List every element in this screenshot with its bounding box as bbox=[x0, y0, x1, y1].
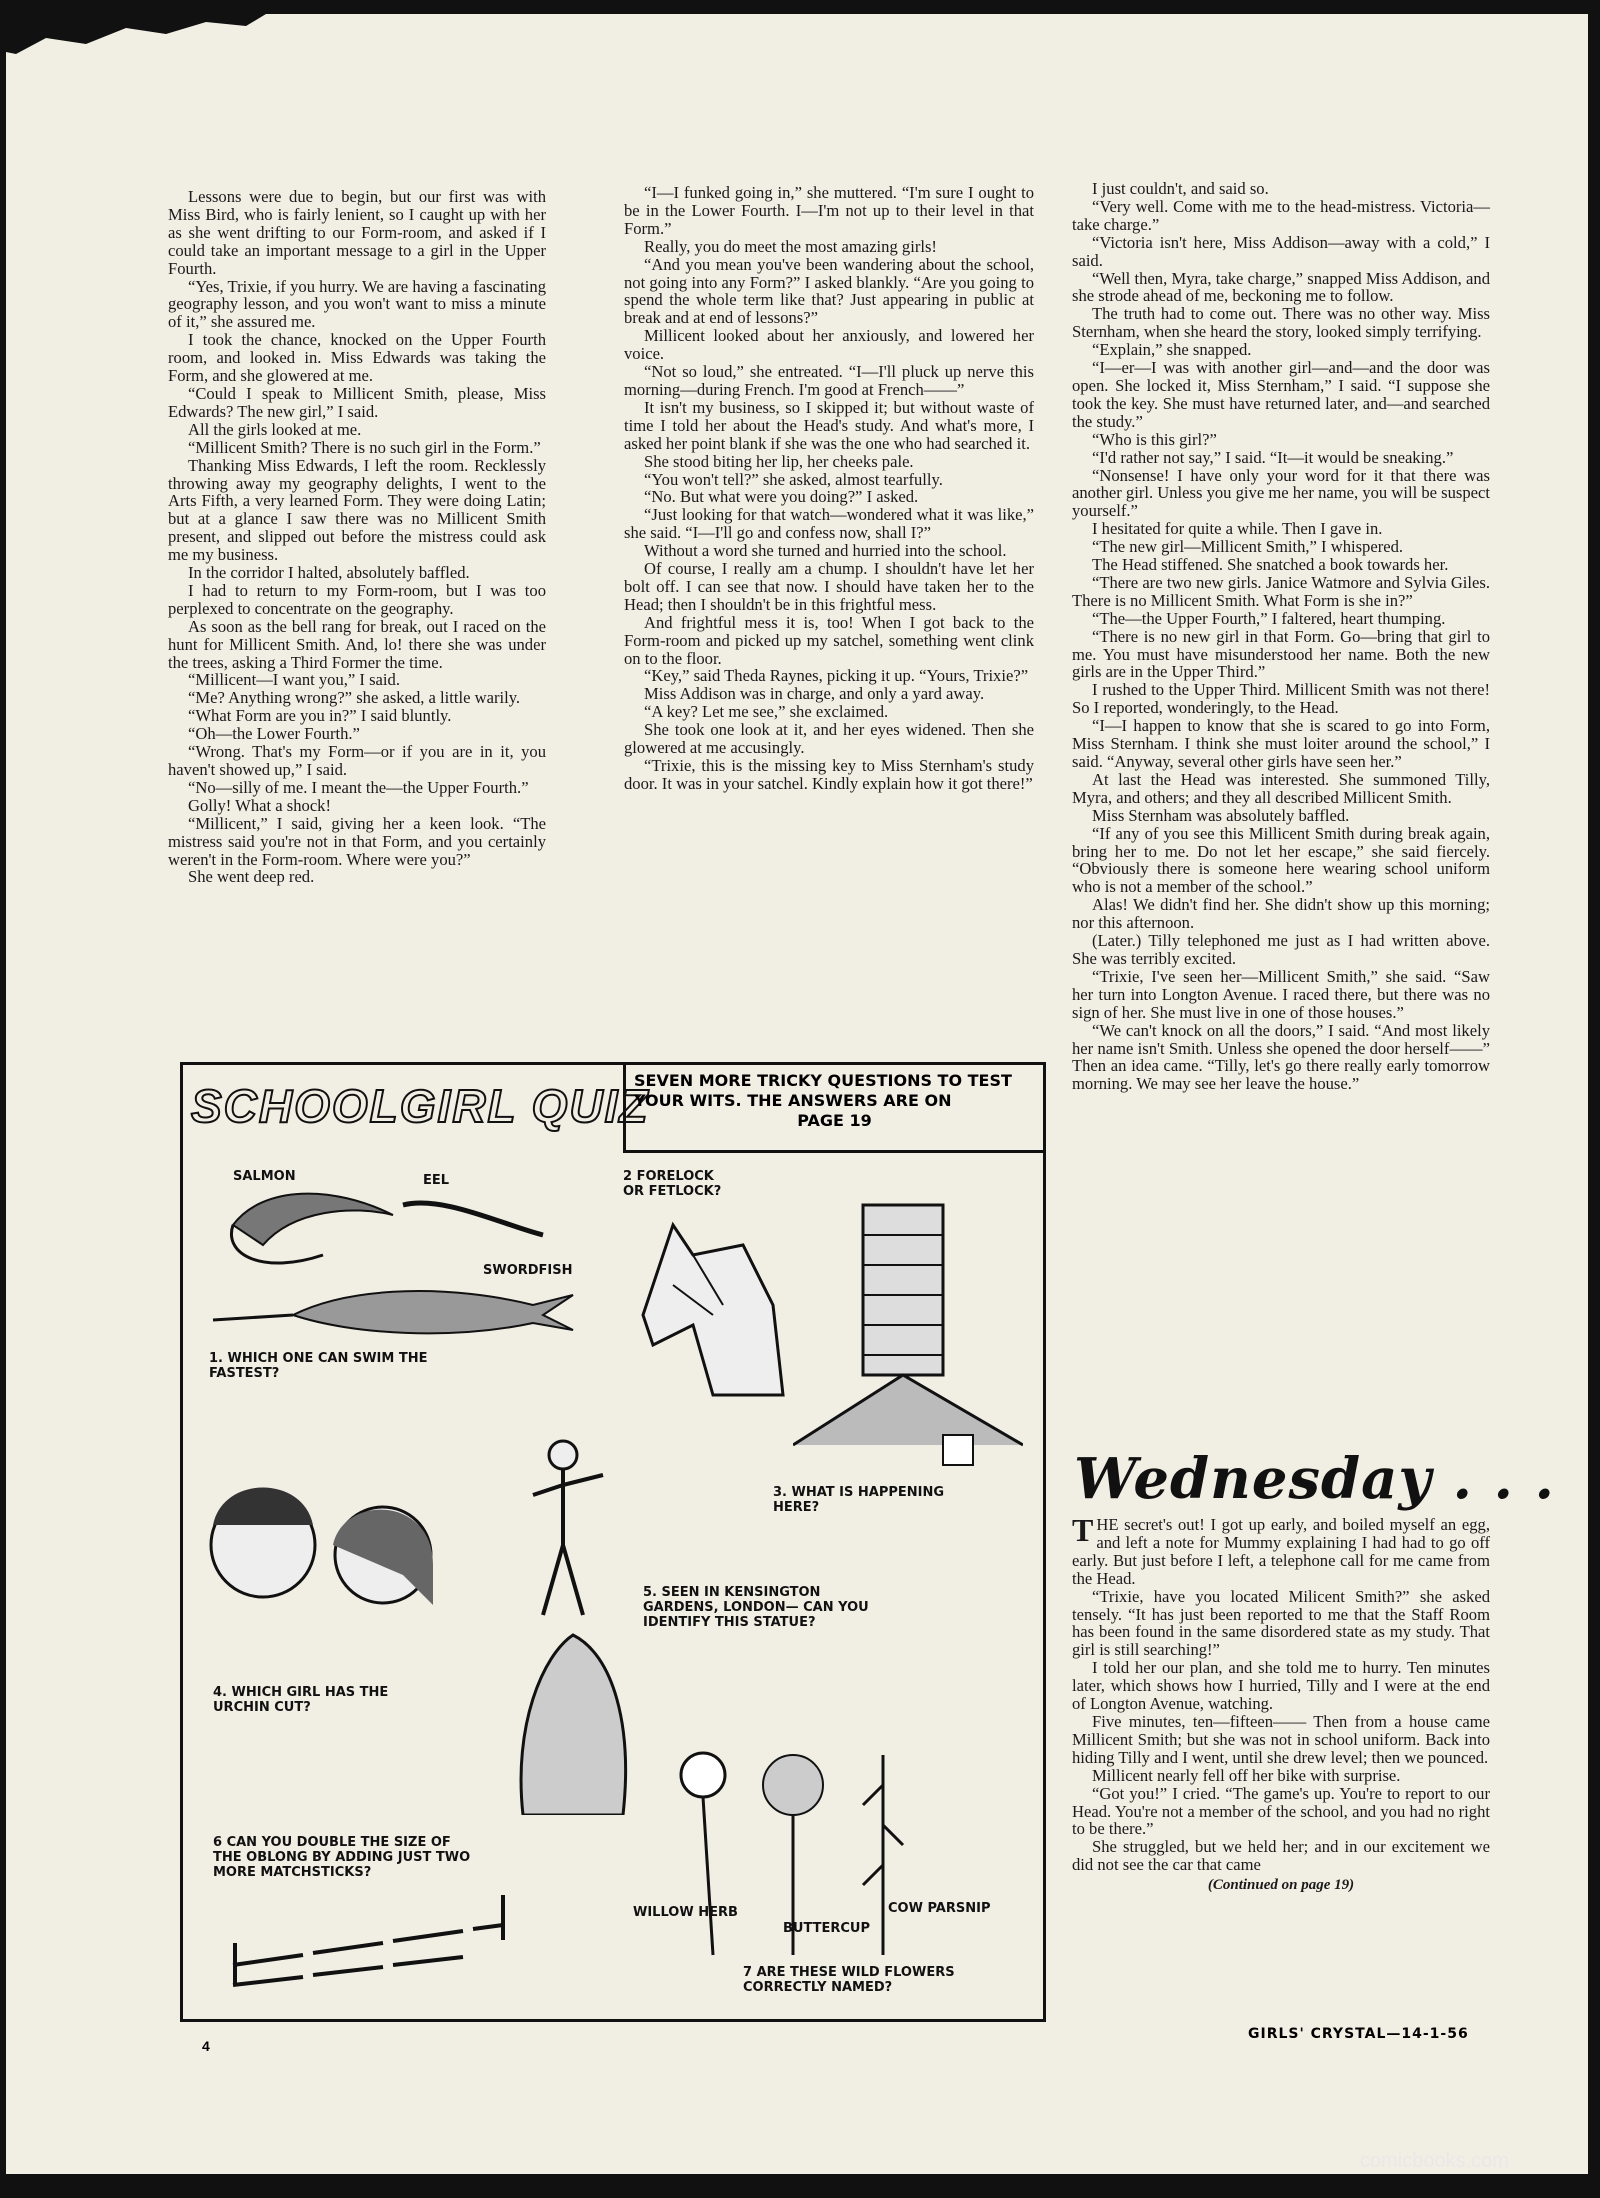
story-paragraph: She stood biting her lip, her cheeks pale. bbox=[644, 451, 914, 471]
label-buttercup: BUTTERCUP bbox=[783, 1921, 871, 1936]
story-paragraph: “There is no new girl in that Form. Go—bring that girl to me. You must have misunderstood her name. Both the new girls are in the Upper Third.” bbox=[1072, 626, 1490, 682]
quiz-question-1: 1. WHICH ONE CAN SWIM THE FASTEST? bbox=[209, 1351, 428, 1381]
story-paragraph: “Just looking for that watch—wondered what it was like,” she said. “I—I'll go and confess now, shall I?” bbox=[624, 505, 1034, 543]
story-paragraph: Miss Addison was in charge, and only a yard away. bbox=[644, 684, 985, 704]
wednesday-paragraphs bbox=[1072, 1512, 1490, 1875]
story-paragraph: “You won't tell?” she asked, almost tearfully. bbox=[644, 469, 943, 489]
story-paragraph: “Trixie, this is the missing key to Miss Sternham's study door. It was in your satchel. Kindly explain how it got there!” bbox=[624, 756, 1034, 793]
story-paragraph: As soon as the bell rang for break, out I raced on the hunt for Millicent Smith. And, lo! there she was under the trees, asking a Third Former the time. bbox=[168, 616, 546, 672]
story-paragraph: I hesitated for quite a while. Then I gave in. bbox=[1092, 519, 1383, 539]
story-paragraph: “Trixie, I've seen her—Millicent Smith,” she said. “Saw her turn into Longton Avenue. I raced there, but there was no sign of her. She must live in one of those houses.” bbox=[1072, 966, 1490, 1022]
story-paragraph: “Who is this girl?” bbox=[1092, 429, 1217, 449]
story-paragraph: “I'd rather not say,” I said. “It—it would be sneaking.” bbox=[1092, 447, 1454, 467]
drop-cap: T bbox=[1072, 1512, 1094, 1548]
story-paragraph: “We can't knock on all the doors,” I said. “And most likely her name isn't Smith. Unless she opened the door herself——” Then an idea came. “Tilly, let's go there really early tomorrow morning. We may see her leave the house.” bbox=[1072, 1020, 1490, 1094]
story-paragraph: “Oh—the Lower Fourth.” bbox=[188, 724, 360, 744]
story-paragraph: (Later.) Tilly telephoned me just as I had written above. She was terribly excited. bbox=[1072, 931, 1490, 968]
story-paragraph: “Not so loud,” she entreated. “I—I'll pluck up nerve this morning—during French. I'm good at French——” bbox=[624, 362, 1034, 399]
story-paragraph: “I—I happen to know that she is scared to go into Form, Miss Sternham. I think she must loiter around the school,” I said. “Anyway, several other girls have seen her.” bbox=[1072, 716, 1490, 771]
story-paragraph: “What Form are you in?” I said bluntly. bbox=[188, 706, 452, 726]
quiz-question-2: 2 FORELOCK OR FETLOCK? bbox=[623, 1169, 722, 1199]
label-salmon: SALMON bbox=[233, 1169, 296, 1184]
quiz-header-line1: SEVEN MORE TRICKY QUESTIONS TO TEST YOUR WITS. THE ANSWERS ARE ON bbox=[634, 1071, 1012, 1110]
story-paragraph: “No. But what were you doing?” I asked. bbox=[644, 487, 919, 507]
story-paragraph: “Millicent—I want you,” I said. bbox=[188, 670, 400, 690]
story-paragraph: It isn't my business, so I skipped it; but without waste of time I told her about the Head's study. And what's more, I asked her point blank if she was the one who had searched it. bbox=[624, 397, 1034, 453]
story-paragraph: “Nonsense! I have only your word for it that there was another girl. Unless you give me her name, you will be suspect yourself.” bbox=[1072, 465, 1490, 521]
quiz-question-7: 7 ARE THESE WILD FLOWERS CORRECTLY NAMED? bbox=[743, 1965, 955, 1995]
story-paragraph: Millicent looked about her anxiously, and lowered her voice. bbox=[624, 326, 1034, 364]
page-number: 4 bbox=[202, 2038, 210, 2054]
story-paragraph: At last the Head was interested. She summoned Tilly, Myra, and others; and they all described Millicent Smith. bbox=[1072, 769, 1490, 807]
story-paragraph: She struggled, but we held her; and in our excitement we did not see the car that came bbox=[1072, 1837, 1490, 1875]
watermark: comicbooks.com bbox=[1360, 2150, 1509, 2172]
story-paragraph: “A key? Let me see,” she exclaimed. bbox=[644, 702, 889, 722]
story-paragraph: “Got you!” I cried. “The game's up. You're to report to our Head. You're not a member of the school, and you had no right to be there.” bbox=[1072, 1783, 1490, 1839]
story-paragraph: “I—er—I was with another girl—and—and the door was open. She locked it, Miss Sternham,” I said. “I suppose she took the key. She must have returned later, and—and searched the study.” bbox=[1072, 358, 1490, 431]
story-paragraph: “Millicent Smith? There is no such girl in the Form.” bbox=[188, 437, 541, 457]
story-paragraph: The Head stiffened. She snatched a book towards her. bbox=[1092, 555, 1449, 575]
quiz-question-5: 5. SEEN IN KENSINGTON GARDENS, LONDON— CAN YOU IDENTIFY THIS STATUE? bbox=[643, 1585, 869, 1630]
magazine-issue: GIRLS' CRYSTAL—14-1-56 bbox=[1248, 2026, 1469, 2042]
story-paragraph: She took one look at it, and her eyes widened. Then she glowered at me accusingly. bbox=[624, 720, 1034, 758]
label-willow-herb: WILLOW HERB bbox=[633, 1905, 738, 1920]
story-paragraph: Alas! We didn't find her. She didn't show up this morning; nor this afternoon. bbox=[1072, 895, 1490, 933]
story-paragraph: Without a word she turned and hurried into the school. bbox=[644, 541, 1007, 561]
story-column-3 bbox=[1072, 180, 1490, 1093]
two-girls-illustration bbox=[193, 1455, 443, 1655]
story-paragraph: “If any of you see this Millicent Smith during break again, bring her to me. Do not let her escape,” she said fiercely. “Obviously there is someone here wearing school uniform who is not a member of the school.” bbox=[1072, 823, 1490, 897]
story-paragraph: And frightful mess it is, too! When I got back to the Form-room and picked up my satchel, something went clink on to the floor. bbox=[624, 612, 1034, 668]
story-paragraph: I just couldn't, and said so. bbox=[1092, 179, 1269, 198]
story-paragraph: Really, you do meet the most amazing girls! bbox=[644, 236, 937, 256]
story-paragraph: I had to return to my Form-room, but I was too perplexed to concentrate on the geography. bbox=[168, 580, 546, 618]
story-paragraph: She went deep red. bbox=[188, 867, 315, 887]
story-paragraph: Millicent nearly fell off her bike with surprise. bbox=[1092, 1765, 1401, 1785]
story-paragraph: “Me? Anything wrong?” she asked, a little warily. bbox=[188, 688, 521, 708]
story-paragraph: Golly! What a shock! bbox=[188, 795, 332, 815]
torn-corner bbox=[6, 14, 266, 74]
quiz-title: SCHOOLGIRL QUIZ bbox=[191, 1080, 650, 1132]
story-paragraph: Five minutes, ten—fifteen—— Then from a house came Millicent Smith; but she was not in school uniform. Back into hiding Tilly and I went, until she drew level; then we pounced. bbox=[1072, 1711, 1490, 1767]
statue-illustration bbox=[503, 1425, 643, 1815]
story-paragraph: “Key,” said Theda Raynes, picking it up. “Yours, Trixie?” bbox=[644, 666, 1029, 686]
matchstick-oblong bbox=[223, 1885, 513, 1995]
story-paragraph: Of course, I really am a chump. I shouldn't have let her bolt off. I can see that now. I should have taken her to the Head; then I shouldn't be in this frightful mess. bbox=[624, 559, 1034, 614]
label-swordfish: SWORDFISH bbox=[483, 1263, 573, 1278]
quiz-header-line2: PAGE 19 bbox=[797, 1111, 872, 1130]
story-paragraph: Thanking Miss Edwards, I left the room. Recklessly throwing away my geography delights, I went to the Arts Fifth, a very learned Form. They were doing Latin; but at a glance I saw there was no Millicent Smith present, and slipped out before the mistress could ask me my business. bbox=[168, 455, 546, 565]
horse-head-illustration bbox=[633, 1215, 793, 1405]
story-paragraph: The truth had to come out. There was no other way. Miss Sternham, when she heard the story, looked simply terrifying. bbox=[1072, 304, 1490, 342]
story-paragraph: “Trixie, have you located Milicent Smith?” she asked tensely. “It has just been reported to me that the Staff Room has been found in the same disordered state as my study. That girl is still searching!” bbox=[1072, 1586, 1490, 1660]
story-paragraph: “Explain,” she snapped. bbox=[1092, 340, 1252, 360]
story-paragraph: “And you mean you've been wandering about the school, not going into any Form?” I asked blankly. “Are you going to spend the whole term like that? Just appearing in public at break and at end of lessons?” bbox=[624, 254, 1034, 328]
quiz-question-6: 6 CAN YOU DOUBLE THE SIZE OF THE OBLONG BY ADDING JUST TWO MORE MATCHSTICKS? bbox=[213, 1835, 471, 1880]
story-paragraph: “I—I funked going in,” she muttered. “I'm sure I ought to be in the Lower Fourth. I—I'm not up to their level in that Form.” bbox=[624, 183, 1034, 238]
chimney-illustration bbox=[793, 1165, 1023, 1475]
story-paragraph: I told her our plan, and she told me to hurry. Ten minutes later, which shows how I hurried, Tilly and I were at the end of Longton Avenue, watching. bbox=[1072, 1658, 1490, 1714]
story-paragraph: “Well then, Myra, take charge,” snapped Miss Addison, and she strode ahead of me, beckoning me to follow. bbox=[1072, 268, 1490, 306]
quiz-header bbox=[623, 1065, 1043, 1153]
wednesday-heading: Wednesday . . . bbox=[1074, 1446, 1555, 1512]
story-paragraph: I took the chance, knocked on the Upper Fourth room, and looked in. Miss Edwards was taking the Form, and she glowered at me. bbox=[168, 330, 546, 386]
story-paragraph: HE secret's out! I got up early, and boiled myself an egg, and left a note for Mummy explaining I had had to go off early. But just before I left, a telephone call for me came from the Head. bbox=[1072, 1515, 1490, 1588]
story-paragraph: In the corridor I halted, absolutely baffled. bbox=[188, 563, 470, 583]
story-paragraph: “Could I speak to Millicent Smith, please, Miss Edwards? The new girl,” I said. bbox=[168, 383, 546, 421]
quiz-question-3: 3. WHAT IS HAPPENING HERE? bbox=[773, 1485, 945, 1515]
label-eel: EEL bbox=[423, 1173, 450, 1188]
label-cow-parsnip: COW PARSNIP bbox=[888, 1901, 991, 1916]
story-paragraph: “There are two new girls. Janice Watmore and Sylvia Giles. There is no Millicent Smith. What Form is she in?” bbox=[1072, 572, 1490, 610]
story-paragraph: All the girls looked at me. bbox=[188, 419, 362, 439]
magazine-page bbox=[6, 14, 1588, 2174]
story-paragraph: Lessons were due to begin, but our first was with Miss Bird, who is fairly lenient, so I caught up with her as she went drifting to our Form-room, and asked if I could take an important message to a girl in the Upper Fourth. bbox=[168, 187, 546, 278]
story-paragraph: “Wrong. That's my Form—or if you are in it, you haven't showed up,” I said. bbox=[168, 742, 546, 779]
story-paragraph: “The—the Upper Fourth,” I faltered, heart thumping. bbox=[1092, 608, 1446, 628]
quiz-question-4: 4. WHICH GIRL HAS THE URCHIN CUT? bbox=[213, 1685, 389, 1715]
story-paragraph: “Very well. Come with me to the head-mistress. Victoria—take charge.” bbox=[1072, 196, 1490, 234]
story-column-4 bbox=[1072, 1512, 1490, 1895]
fish-illustration bbox=[203, 1165, 583, 1355]
story-column-2 bbox=[624, 184, 1034, 793]
schoolgirl-quiz-box bbox=[180, 1062, 1046, 2022]
story-paragraph: “The new girl—Millicent Smith,” I whispered. bbox=[1092, 537, 1404, 557]
story-paragraph: “Millicent,” I said, giving her a keen look. “The mistress said you're not in that Form, and you certainly weren't in the Form-room. Where were you?” bbox=[168, 813, 546, 869]
story-column-1 bbox=[168, 188, 546, 886]
story-paragraph: I rushed to the Upper Third. Millicent Smith was not there! So I reported, wonderingly, to the Head. bbox=[1072, 680, 1490, 718]
continued-note: (Continued on page 19) bbox=[1207, 1877, 1355, 1894]
story-paragraph: “Yes, Trixie, if you hurry. We are having a fascinating geography lesson, and you won't want to miss a minute of it,” she assured me. bbox=[168, 276, 546, 332]
story-paragraph: “Victoria isn't here, Miss Addison—away with a cold,” I said. bbox=[1072, 232, 1490, 270]
story-paragraph: “No—silly of me. I meant the—the Upper Fourth.” bbox=[188, 777, 529, 797]
story-paragraph: Miss Sternham was absolutely baffled. bbox=[1092, 805, 1350, 825]
